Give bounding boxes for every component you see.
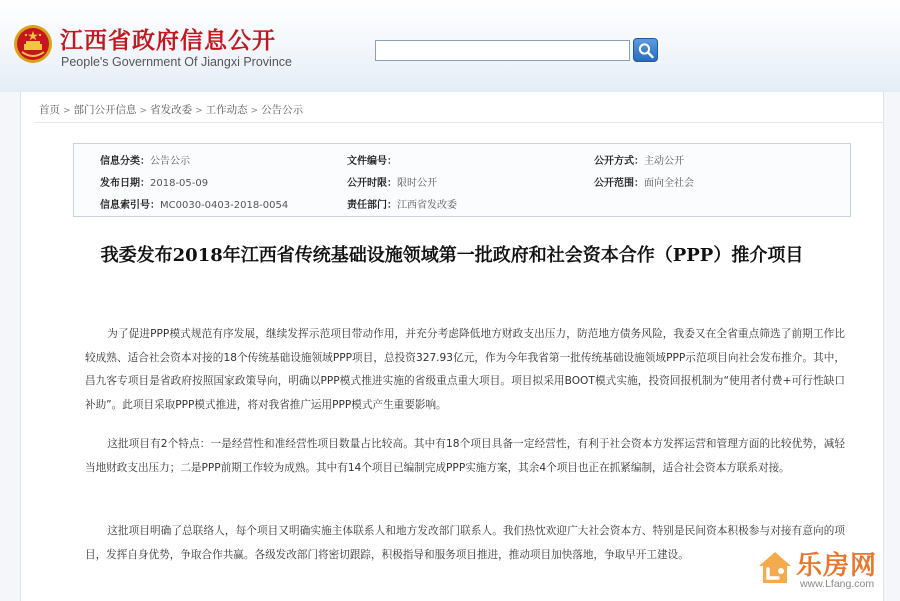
info-metadata-table xyxy=(73,143,851,217)
meta-value: MC0030-0403-2018-0054 xyxy=(160,200,289,211)
breadcrumb xyxy=(39,102,873,118)
meta-disclosure-scope xyxy=(594,174,694,189)
search-button[interactable] xyxy=(633,38,658,62)
breadcrumb-work-news[interactable]: 工作动态 xyxy=(205,104,248,116)
meta-doc-number xyxy=(347,152,397,167)
lfang-logo-icon xyxy=(756,549,794,587)
meta-label: 公开方式： xyxy=(594,156,644,167)
breadcrumb-separator: > xyxy=(139,106,148,116)
site-title: 江西省政府信息公开 xyxy=(60,28,276,54)
meta-disclosure-mode xyxy=(594,152,684,167)
meta-value: 公告公示 xyxy=(150,156,190,167)
article-paragraph: 这批项目有2个特点：一是经营性和准经营性项目数量占比较高。其中有18个项目具备一定经营性，有利于社会资本方发挥运营和管理方面的比较优势，减轻当地财政支出压力；二是PPP前期工作较为成熟。其中有14个项目已编制完成PPP实施方案，其余4个项目也正在抓紧编制，适合社会资本方联系对接。 xyxy=(85,438,845,474)
breadcrumb-dept-info[interactable]: 部门公开信息 xyxy=(73,104,137,116)
article-title: 我委发布2018年江西省传统基础设施领域第一批政府和社会资本合作（PPP）推介项目 xyxy=(100,245,804,266)
national-emblem-icon xyxy=(13,24,53,64)
content-panel xyxy=(20,92,884,601)
watermark-url: www.Lfang.com xyxy=(800,578,875,590)
meta-label: 责任部门： xyxy=(347,200,397,211)
breadcrumb-separator: > xyxy=(250,106,259,116)
meta-disclosure-period xyxy=(347,174,437,189)
watermark-text: 乐房网 xyxy=(796,551,878,581)
breadcrumb-home[interactable]: 首页 xyxy=(39,104,60,116)
search-input[interactable] xyxy=(375,40,630,61)
meta-label: 公开范围： xyxy=(594,178,644,189)
meta-label: 发布日期： xyxy=(100,178,150,189)
site-header xyxy=(0,0,900,92)
watermark xyxy=(756,545,892,595)
meta-publish-date xyxy=(100,174,208,189)
meta-value: 面向全社会 xyxy=(644,178,694,189)
meta-label: 公开时限： xyxy=(347,178,397,189)
meta-label: 信息索引号： xyxy=(100,200,160,211)
search-icon xyxy=(637,42,655,59)
breadcrumb-divider xyxy=(35,122,883,123)
meta-value: 限时公开 xyxy=(397,178,437,189)
meta-label: 文件编号： xyxy=(347,156,397,167)
breadcrumb-separator: > xyxy=(195,106,203,116)
meta-value: 2018-05-09 xyxy=(150,178,209,189)
meta-info-category xyxy=(100,152,190,167)
meta-label: 信息分类： xyxy=(100,156,150,167)
site-subtitle: People's Government Of Jiangxi Province xyxy=(61,55,292,69)
breadcrumb-announcements[interactable]: 公告公示 xyxy=(261,104,304,116)
meta-responsible-dept xyxy=(347,196,457,211)
meta-index-number xyxy=(100,196,288,211)
breadcrumb-separator: > xyxy=(63,106,71,116)
meta-value: 江西省发改委 xyxy=(397,200,457,211)
breadcrumb-ndrc[interactable]: 省发改委 xyxy=(150,104,193,116)
article-paragraph: 为了促进PPP模式规范有序发展，继续发挥示范项目带动作用，并充分考虑降低地方财政支出压力，防范地方债务风险，我委又在全省重点筛选了前期工作比较成熟、适合社会资本对接的18个传统基础设施领域PPP项目，总投资327.93亿元，作为今年我省第一批传统基础设施领域PPP示范项目向社会发布推介。其中，昌九客专项目是省政府按照国家政策导向，明确以PPP模式推进实施的省级重点重大项目。项目拟采用BOOT模式实施，投资回报机制为“使用者付费+可行性缺口补助”。此项目采取PPP模式推进，将对我省推广运用PPP模式产生重要影响。 xyxy=(85,328,845,411)
meta-value: 主动公开 xyxy=(644,156,684,167)
article-paragraph: 这批项目明确了总联络人，每个项目又明确实施主体联系人和地方发改部门联系人。我们热忱欢迎广大社会资本方、特别是民间资本积极参与对接有意向的项目，发挥自身优势，争取合作共赢。各级发改部门将密切跟踪，积极指导和服务项目推进，推动项目加快落地，争取早开工建设。 xyxy=(85,525,845,561)
